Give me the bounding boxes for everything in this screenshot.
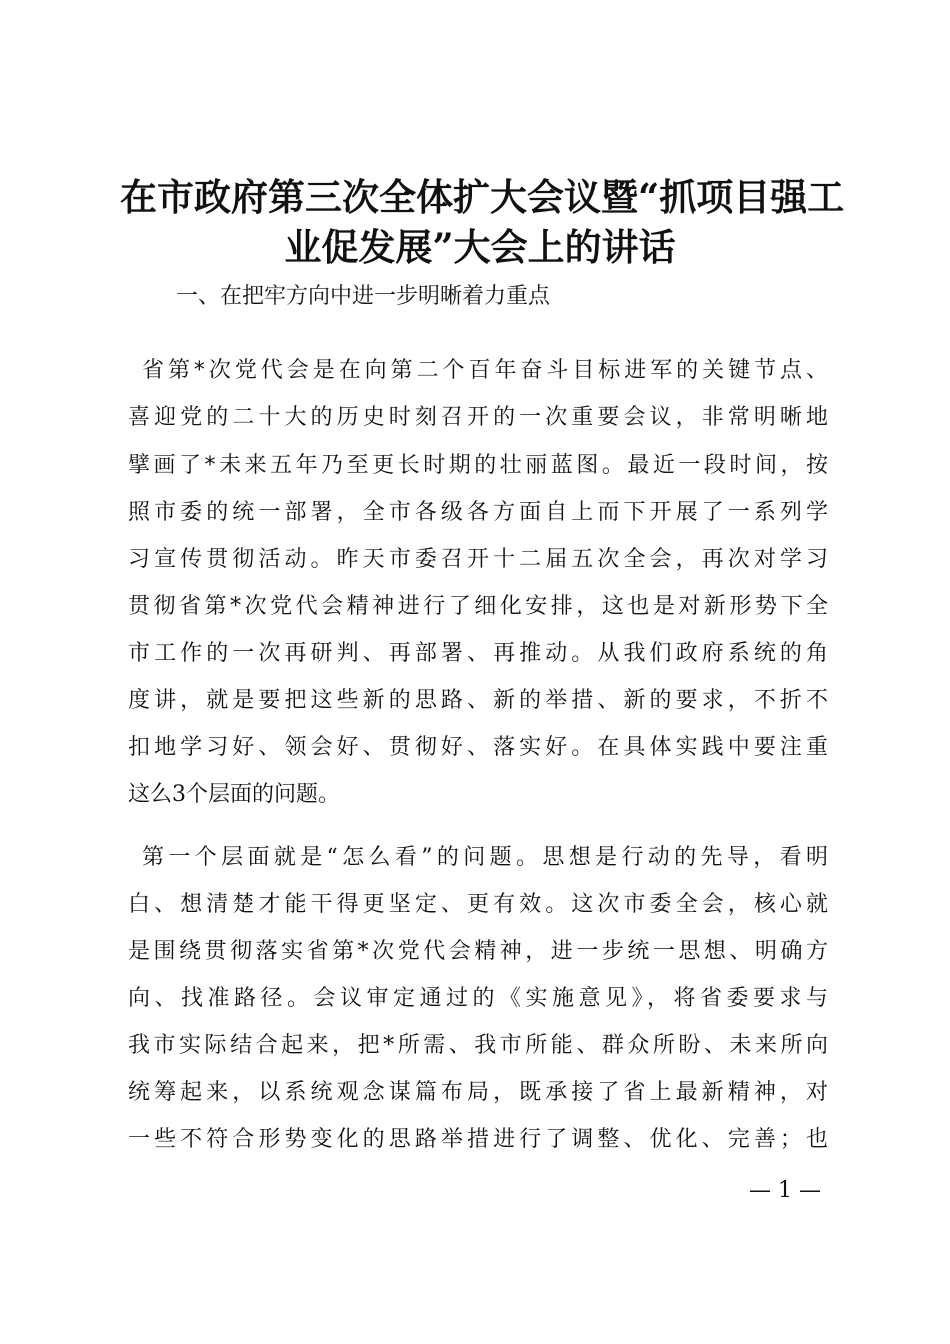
paragraph-line: 省第*次党代会是在向第二个百年奋斗目标进军的关键节点、 bbox=[142, 358, 828, 383]
paragraph-2 bbox=[128, 834, 828, 1163]
paragraph-line: 第一个层面就是“怎么看”的问题。思想是行动的先导，看明 bbox=[142, 845, 828, 870]
paragraph-1 bbox=[128, 347, 828, 818]
paragraph-line: 是围绕贯彻落实省第*次党代会精神，进一步统一思想、明确方 bbox=[128, 939, 828, 964]
paragraph-line-part: 擘画了*未来五年乃至更长时期的壮丽蓝图。 bbox=[128, 453, 628, 478]
paragraph-line: 贯彻省第*次党代会精神进行了细化安排，这也是对新形势下全 bbox=[128, 594, 828, 619]
paragraph-line: 这么3个层面的问题。 bbox=[128, 782, 340, 807]
document-title bbox=[120, 172, 845, 272]
paragraph-line: 统筹起来，以系统观念谋篇布局，既承接了省上最新精神，对 bbox=[128, 1080, 828, 1105]
paragraph-line: 白、想清楚才能干得更坚定、更有效。这次市委全会，核心就 bbox=[128, 892, 828, 917]
paragraph-line: 我市实际结合起来，把*所需、我市所能、群众所盼、未来所向 bbox=[128, 1033, 828, 1058]
paragraph-line: 照市委的统一部署，全市各级各方面自上而下开展了一系列学 bbox=[128, 500, 828, 525]
paragraph-line: 扣地学习好、领会好、贯彻好、落实好。在具体实践中要注重 bbox=[128, 735, 828, 760]
paragraph-line: 市工作的一次再研判、再部署、再推动。从我们政府系统的角 bbox=[128, 641, 828, 666]
paragraph-line: 喜迎党的二十大的历史时刻召开的一次重要会议，非常明晰地 bbox=[128, 405, 828, 430]
paragraph-line: 度讲，就是要把这些新的思路、新的举措、新的要求，不折不 bbox=[128, 688, 828, 713]
page-number: — 1 — bbox=[749, 1178, 821, 1203]
paragraph-line: 向、找准路径。会议审定通过的《实施意见》，将省委要求与 bbox=[128, 986, 828, 1011]
title-line-1: 在市政府第三次全体扩大会议暨“抓项目强工 bbox=[120, 175, 845, 219]
title-line-2: 业促发展”大会上的讲话 bbox=[284, 225, 676, 269]
paragraph-line-part: 最近一段时间，按 bbox=[627, 453, 828, 478]
paragraph-line: 一些不符合形势变化的思路举措进行了调整、优化、完善；也 bbox=[128, 1127, 828, 1152]
paragraph-line bbox=[128, 441, 828, 489]
paragraph-line: 习宣传贯彻活动。昨天市委召开十二届五次全会，再次对学习 bbox=[128, 547, 828, 572]
section-heading: 一、在把牢方向中进一步明晰着力重点 bbox=[176, 284, 551, 309]
